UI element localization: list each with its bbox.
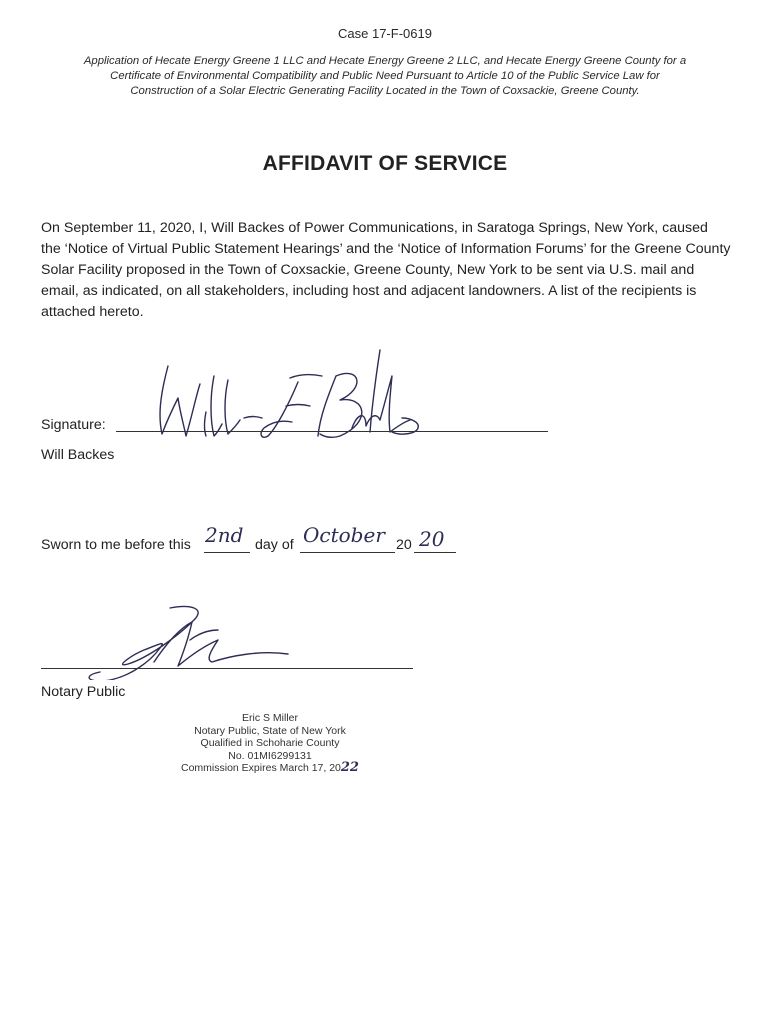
- sworn-year-prefix: 20: [396, 537, 412, 553]
- case-number: Case 17-F-0619: [338, 26, 432, 41]
- notary-stamp: [160, 712, 380, 775]
- sworn-month-handwritten: October: [303, 523, 385, 547]
- sworn-prefix: Sworn to me before this: [41, 537, 191, 553]
- handwritten-signature: [140, 336, 430, 446]
- notary-stamp-expiry-text: Commission Expires March 17, 20: [181, 762, 341, 774]
- caption-line-2: Certificate of Environmental Compatibility and Public Need Pursuant to Article 10 of the Public Service Law for: [110, 70, 660, 82]
- caption-line-3: Construction of a Solar Electric Generating Facility Located in the Town of Coxsackie, Greene County.: [130, 85, 640, 97]
- signer-name: Will Backes: [41, 447, 115, 463]
- case-caption: [40, 54, 730, 99]
- signature-label: Signature:: [41, 417, 106, 433]
- notary-stamp-expiry: [160, 762, 380, 775]
- notary-public-label: Notary Public: [41, 684, 126, 700]
- month-blank-line: [300, 552, 395, 553]
- sworn-day-of: day of: [255, 537, 294, 553]
- document-title: AFFIDAVIT OF SERVICE: [262, 152, 508, 175]
- sworn-year-handwritten: 20: [419, 527, 445, 551]
- signature-line: [116, 431, 548, 432]
- sworn-day-handwritten: 2nd: [205, 523, 244, 547]
- year-blank-line: [414, 552, 456, 553]
- notary-stamp-qualified: Qualified in Schoharie County: [200, 737, 340, 749]
- day-blank-line: [204, 552, 250, 553]
- notary-stamp-number: No. 01MI6299131: [228, 749, 312, 762]
- caption-line-1: Application of Hecate Energy Greene 1 LLC and Hecate Energy Greene 2 LLC, and Hecate Energy Greene County for a: [83, 55, 687, 67]
- affidavit-body: On September 11, 2020, I, Will Backes of Power Communications, in Saratoga Springs, New York, caused the ‘Notice of Virtual Public Statement Hearings’ and the ‘Notice of Information Forums’ for the Greene County Solar Facility proposed in the Town of Coxsackie, Greene County, New York to be sent via U.S. mail and email, as indicated, on all stakeholders, including host and adjacent landowners. A list of the recipients is attached hereto.: [41, 220, 731, 320]
- notary-stamp-expiry-year-handwritten: 22: [340, 760, 359, 775]
- notary-stamp-title: Notary Public, State of New York: [194, 724, 346, 737]
- notary-signature-line: [41, 668, 413, 669]
- notary-stamp-name: Eric S Miller: [241, 712, 298, 724]
